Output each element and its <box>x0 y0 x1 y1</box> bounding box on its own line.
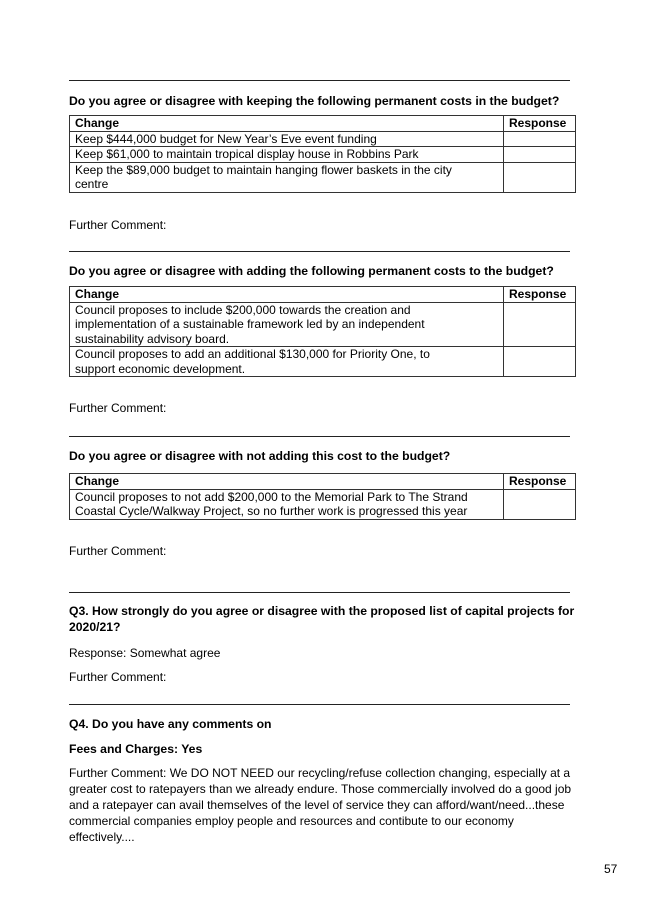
column-header-response: Response <box>504 116 576 132</box>
section-q4 <box>69 704 576 845</box>
q3-further-comment: Further Comment: <box>69 670 167 684</box>
q4-further-comment: Further Comment: We DO NOT NEED our recycling/refuse collection changing, especially at a greater cost to ratepayers than we already endure. Those commercially involved do a good job and a ratepayer can avail themselves of the level of service they can afford/want/need...these commercial companies employ people and resources and contibute to our economy effectively.... <box>69 766 572 844</box>
response-cell[interactable] <box>504 162 576 192</box>
table-row <box>70 347 576 377</box>
response-table <box>69 286 576 377</box>
change-cell: Keep $444,000 budget for New Year’s Eve event funding <box>70 131 504 147</box>
section-add-costs <box>69 251 576 416</box>
divider <box>69 704 570 705</box>
response-table <box>69 115 576 193</box>
table-header-row <box>70 287 576 303</box>
q4-subheading: Fees and Charges: Yes <box>69 742 203 756</box>
page-number: 57 <box>604 862 618 876</box>
table-header-row <box>70 474 576 490</box>
response-cell[interactable] <box>504 347 576 377</box>
further-comment: Further Comment: <box>69 217 167 232</box>
change-cell: Keep the $89,000 budget to maintain hanging flower baskets in the city centre <box>70 162 504 192</box>
section-question: Do you agree or disagree with not adding this cost to the budget? <box>69 449 451 463</box>
response-cell[interactable] <box>504 131 576 147</box>
q4-question: Q4. Do you have any comments on <box>69 717 272 731</box>
section-not-adding-cost <box>69 436 576 559</box>
q3-response: Response: Somewhat agree <box>69 646 221 660</box>
column-header-change: Change <box>70 287 504 303</box>
q3-question: Q3. How strongly do you agree or disagree with the proposed list of capital projects for 2020/21? <box>69 604 575 634</box>
table-row <box>70 302 576 347</box>
section-keep-costs <box>69 80 576 233</box>
column-header-change: Change <box>70 116 504 132</box>
table-row <box>70 147 576 163</box>
response-cell[interactable] <box>504 302 576 347</box>
table-row <box>70 162 576 192</box>
further-comment: Further Comment: <box>69 543 167 558</box>
divider <box>69 436 570 437</box>
change-cell: Council proposes to include $200,000 towards the creation and implementation of a sustainable framework led by an independent sustainability advisory board. <box>70 302 504 347</box>
column-header-response: Response <box>504 474 576 490</box>
column-header-response: Response <box>504 287 576 303</box>
change-cell: Council proposes to add an additional $130,000 for Priority One, to support economic development. <box>70 347 504 377</box>
divider <box>69 251 570 252</box>
section-q3 <box>69 592 576 685</box>
response-table <box>69 473 576 520</box>
table-row <box>70 131 576 147</box>
response-cell[interactable] <box>504 147 576 163</box>
table-row <box>70 489 576 519</box>
further-comment: Further Comment: <box>69 401 167 415</box>
divider <box>69 80 570 81</box>
change-cell: Council proposes to not add $200,000 to the Memorial Park to The Strand Coastal Cycle/Walkway Project, so no further work is progressed this year <box>70 489 504 519</box>
response-cell[interactable] <box>504 489 576 519</box>
table-header-row <box>70 116 576 132</box>
section-question: Do you agree or disagree with keeping the following permanent costs in the budget? <box>69 94 560 108</box>
section-question: Do you agree or disagree with adding the following permanent costs to the budget? <box>69 264 554 278</box>
change-cell: Keep $61,000 to maintain tropical display house in Robbins Park <box>70 147 504 163</box>
divider <box>69 592 570 593</box>
column-header-change: Change <box>70 474 504 490</box>
